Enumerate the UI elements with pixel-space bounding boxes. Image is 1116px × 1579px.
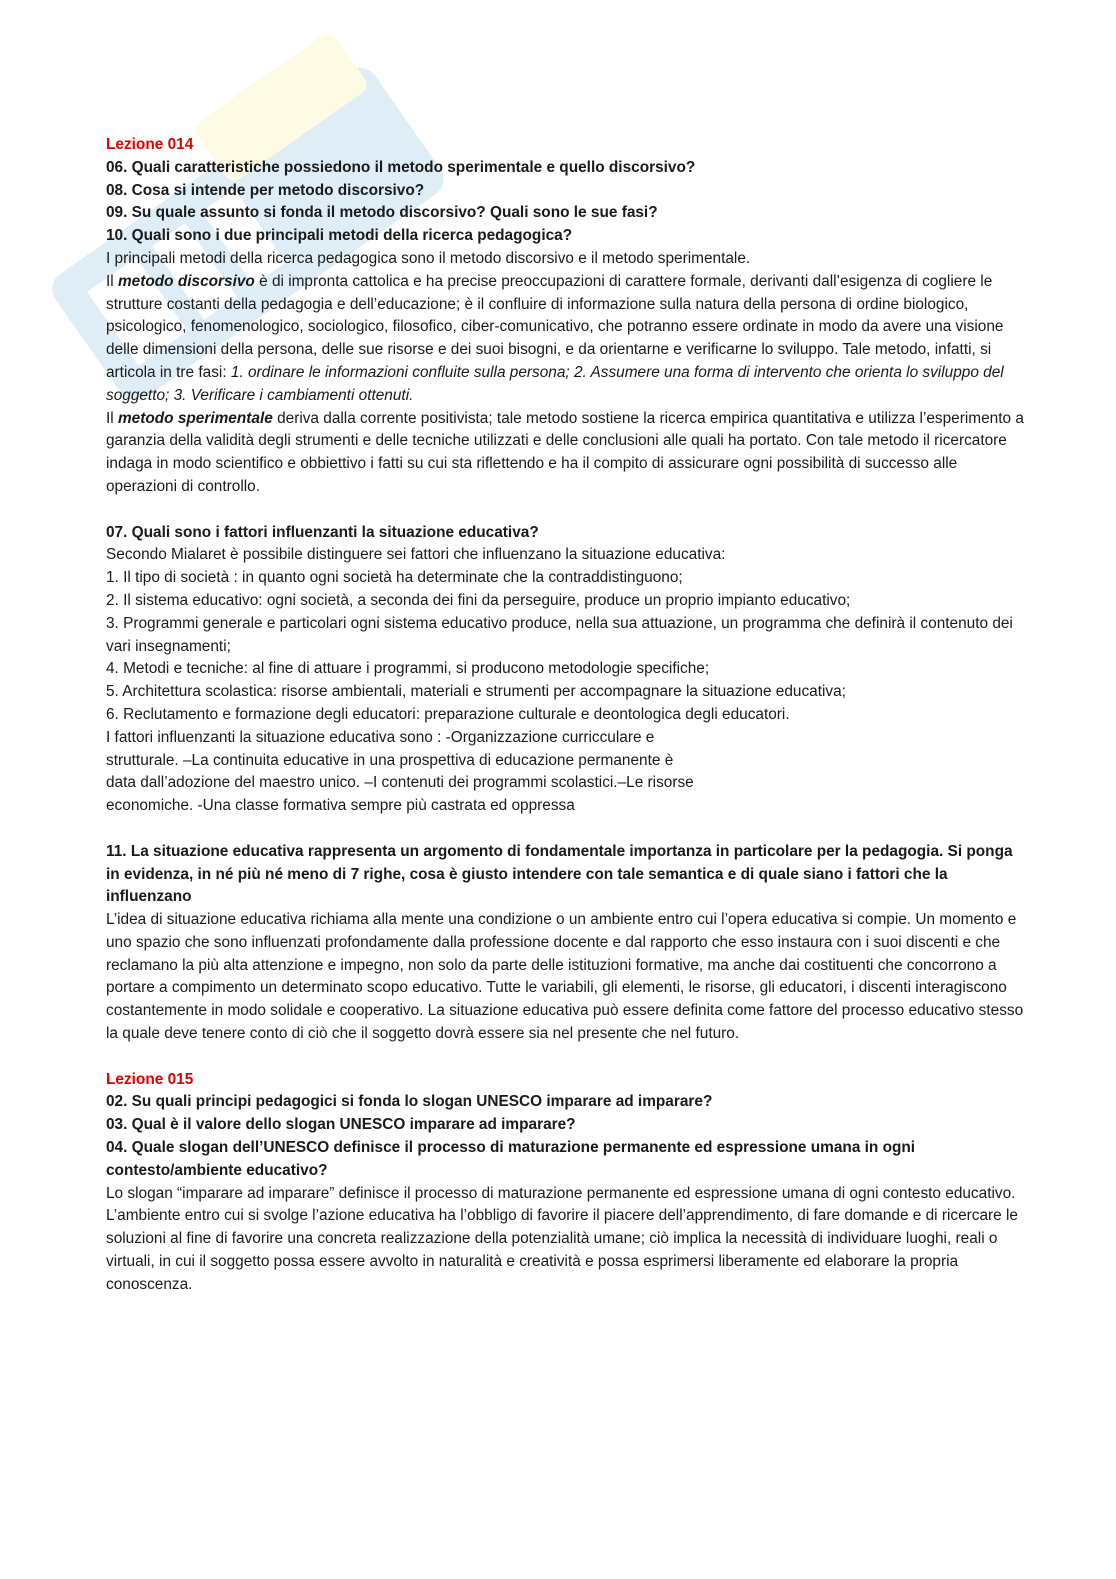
question-04: 04. Quale slogan dell’UNESCO definisce il processo di maturazione permanente ed espressione umana in ogni contesto/ambiente educativo? [106, 1139, 916, 1179]
paragraph-metodo-sperimentale: Il metodo sperimentale deriva dalla corrente positivista; tale metodo sostiene la ricerca empirica quantitativa e utilizza l’esperimento a garanzia della validità degli strumenti e delle tecniche utilizzati e delle conclusioni alle quali ha portato. Con tale metodo il ricercatore indaga in modo scientifico e obbiettivo i fatti su cui sta riflettendo e ha il compito di assicurare ogni possibilità di successo alle operazioni di controllo. [106, 409, 1024, 495]
factor-item: 2. Il sistema educativo: ogni società, a seconda dei fini da perseguire, produce un proprio impianto educativo; [106, 591, 851, 609]
question-08: 08. Cosa si intende per metodo discorsivo? [106, 181, 425, 199]
factor-item: 1. Il tipo di società : in quanto ogni società ha determinate che la contraddistinguono; [106, 569, 683, 587]
factor-item: 3. Programmi generale e particolari ogni sistema educativo produce, nella sua attuazione, un programma che definirà il contenuto dei vari insegnamenti; [106, 614, 1013, 655]
spacer [106, 818, 1026, 841]
question-03: 03. Qual è il valore dello slogan UNESCO imparare ad imparare? [106, 1116, 576, 1134]
question-06: 06. Quali caratteristiche possiedono il metodo sperimentale e quello discorsivo? [106, 158, 696, 176]
extra-line: I fattori influenzanti la situazione educativa sono : -Organizzazione curricculare e [106, 728, 655, 746]
term-metodo-discorsivo: metodo discorsivo [117, 272, 255, 290]
question-07: 07. Quali sono i fattori influenzanti la situazione educativa? [106, 523, 539, 541]
question-10: 10. Quali sono i due principali metodi della ricerca pedagogica? [106, 227, 573, 245]
question-02: 02. Su quali principi pedagogici si fonda lo slogan UNESCO imparare ad imparare? [106, 1093, 713, 1111]
question-07-intro: Secondo Mialaret è possibile distinguere sei fattori che influenzano la situazione educativa: [106, 546, 726, 564]
factor-item: 6. Reclutamento e formazione degli educatori: preparazione culturale e deontologica degli educatori. [106, 705, 790, 723]
factor-item: 5. Architettura scolastica: risorse ambientali, materiali e strumenti per accompagnare la situazione educativa; [106, 683, 846, 701]
term-metodo-sperimentale: metodo sperimentale [117, 409, 273, 427]
paragraph-metodo-discorsivo: Il metodo discorsivo è di impronta cattolica e ha precise preoccupazioni di carattere formale, derivanti dall’esigenza di cogliere le strutture costanti della pedagogia e dell’educazione; è il confluire di informazione sulla natura della persona di ordine biologico, psicologico, fenomenologico, sociologico, filosofico, ciber-comunicativo, che potranno essere ordinate in modo da avere una visione delle dimensioni della persona, delle sue risorse e dei suoi bisogni, e da orientarne e verificarne lo sviluppo. Tale metodo, infatti, si articola in tre fasi: 1. ordinare le informazioni confluite sulla persona; 2. Assumere una forma di intervento che orienta lo sviluppo del soggetto; 3. Verificare i cambiamenti ottenuti. [106, 272, 1004, 404]
extra-line: data dall’adozione del maestro unico. –I contenuti dei programmi scolastici.–Le risorse [106, 774, 694, 792]
spacer [106, 499, 1026, 522]
lesson-15-title: Lezione 015 [106, 1070, 194, 1088]
answer-intro: I principali metodi della ricerca pedagogica sono il metodo discorsivo e il metodo sperimentale. [106, 249, 751, 267]
spacer [106, 1046, 1026, 1069]
factor-item: 4. Metodi e tecniche: al fine di attuare i programmi, si producono metodologie specifiche; [106, 660, 710, 678]
question-09: 09. Su quale assunto si fonda il metodo discorsivo? Quali sono le sue fasi? [106, 204, 658, 222]
lesson-15-answer: Lo slogan “imparare ad imparare” definisce il processo di maturazione permanente ed espressione umana di ogni contesto educativo. L’ambiente entro cui si svolge l’azione educativa ha l’obbligo di favorire il piacere dell’apprendimento, di fare domande e di ricercare le soluzioni al fine di favorire una concreta realizzazione della potenzialità umane; ciò implica la necessità di individuare luoghi, reali o virtuali, in cui il soggetto possa essere avvolto in naturalità e creatività e possa esprimersi liberamente ed elaborare la propria conoscenza. [106, 1184, 1018, 1293]
phases-text: 1. ordinare le informazioni confluite sulla persona; 2. Assumere una forma di intervento che orienta lo sviluppo del soggetto; 3. Verificare i cambiamenti ottenuti. [106, 363, 1004, 404]
extra-line: economiche. -Una classe formativa sempre più castrata ed oppressa [106, 797, 575, 815]
extra-line: strutturale. –La continuita educative in una prospettiva di educazione permanente è [106, 751, 674, 769]
question-11-answer: L’idea di situazione educativa richiama alla mente una condizione o un ambiente entro cui l’opera educativa si compie. Un momento e uno spazio che sono influenzati profondamente dalla professione docente e dal rapporto che esso instaura con i suoi discenti e che reclamano la più alta attenzione e impegno, non solo da parte delle istituzioni formative, ma anche dai costituenti che concorrono a portare a compimento un determinato scopo educativo. Tutte le variabili, gli elementi, le risorse, gli educatori, i discenti interagiscono costantemente in modo solidale e cooperativo. La situazione educativa può essere definita come fattore del processo educativo stesso la quale deve tenere conto di ciò che il soggetto dovrà essere sia nel presente che nel futuro. [106, 911, 1024, 1043]
document-body [106, 134, 1026, 1297]
lesson-14-title: Lezione 014 [106, 136, 194, 153]
question-11: 11. La situazione educativa rappresenta un argomento di fondamentale importanza in particolare per la pedagogia. Si ponga in evidenza, in né più né meno di 7 righe, cosa è giusto intendere con tale semantica e di quale siano i fattori che la influenzano [106, 842, 1013, 906]
